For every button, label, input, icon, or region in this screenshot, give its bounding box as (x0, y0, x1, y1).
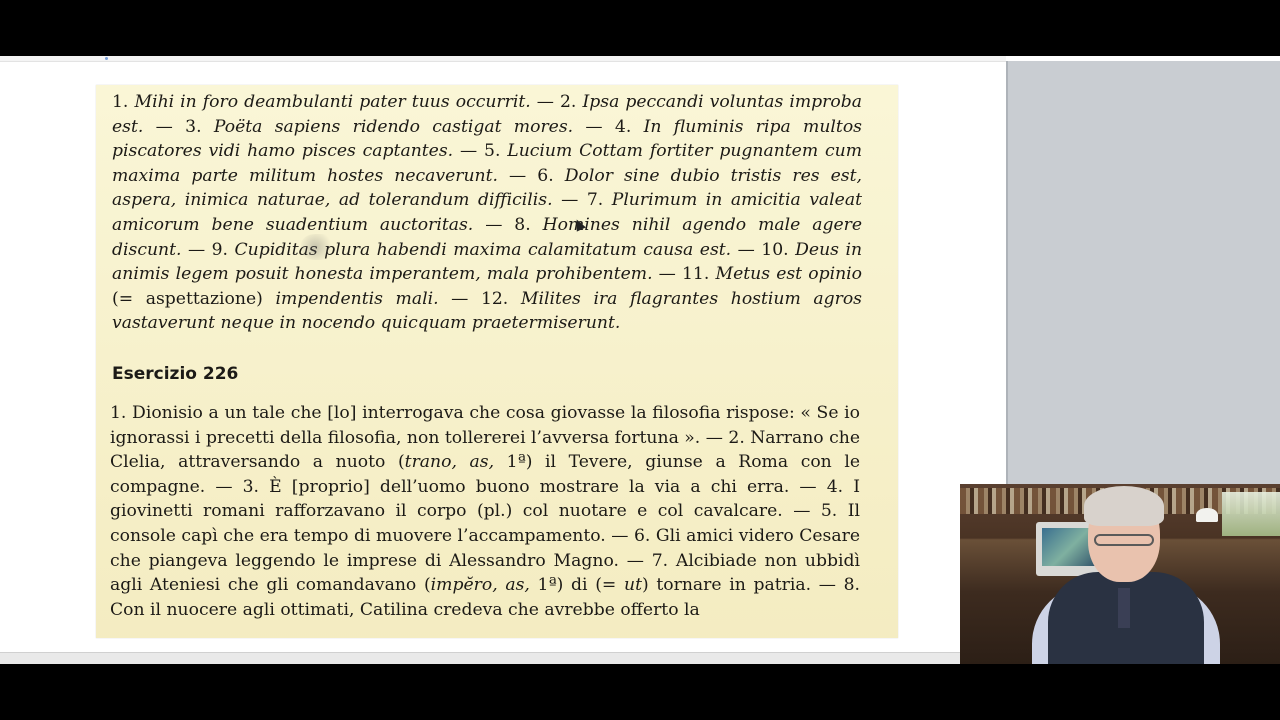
text-run: Poëta sapiens ridendo castigat mores. (213, 116, 574, 137)
text-run: — 6. (498, 165, 565, 186)
text-run: In fluminis ripa multos piscatores vidi hamo pisces captantes. (112, 116, 863, 162)
text-run: Plurimum in amicitia valeat amicorum bene suadentium auctoritas. (112, 190, 862, 235)
webcam-person-hair (1084, 486, 1164, 526)
text-run: 1. (112, 92, 135, 112)
text-run: Cupiditas plura habendi maxima calamitatum causa est. (234, 239, 732, 260)
text-run: Mihi in foro deambulanti pater tuus occurrit. (134, 92, 531, 112)
text-run: — 2. (530, 92, 583, 112)
text-run: Homines nihil agendo male agere discunt. (112, 214, 863, 260)
text-run: — 12. (438, 288, 521, 309)
text-run: impendentis mali. (275, 288, 439, 309)
text-run: Milites ira flagrantes hostium agros vastaverunt neque in nocendo quicquam praetermiserunt. (112, 288, 862, 334)
text-run: Ipsa peccandi voluntas improba est. (112, 92, 862, 137)
ruler-marker[interactable] (105, 57, 108, 60)
text-run: ut (624, 575, 642, 596)
pencil-mark (301, 234, 337, 260)
latin-exercise-text (112, 90, 862, 336)
text-run: Deus in animis legem posuit honesta imperantem, mala prohibentem. (112, 239, 863, 285)
text-run: — 10. (731, 239, 796, 260)
text-run: — 4. (573, 116, 644, 137)
text-run: impĕro, as, (430, 575, 530, 596)
text-run: Metus est opinio (715, 264, 862, 285)
text-run: — 7. (552, 190, 612, 211)
text-run: Lucium Cottam fortiter pugnantem cum maxima parte militum hostes necaverunt. (112, 141, 862, 186)
text-run: Dolor sine dubio tristis res est, aspera, inimica naturae, ad tolerandum difficilis. (112, 165, 862, 211)
scanned-page (96, 85, 898, 638)
horizontal-scrollbar[interactable] (0, 652, 960, 664)
text-run: (= aspettazione) (112, 288, 276, 309)
webcam-person-tie (1118, 588, 1130, 628)
text-run: ) tornare in patria. — 8. Con il nuocere agli ottimati, Catilina credeva che avrebbe offerto la (110, 575, 860, 620)
webcam-overlay (960, 484, 1280, 664)
webcam-person-glasses (1094, 534, 1154, 546)
text-run: — 9. (181, 239, 235, 260)
text-run: — 5. (453, 141, 508, 162)
text-run: 1ª) di (= (529, 575, 624, 596)
text-run: trano, as, (404, 452, 495, 473)
text-run: 1ª) il Tevere, giunse a Roma con le compagne. — 3. È [proprio] dell’uomo buono mostrare la via a chi erra. — 4. I giovinetti romani rafforzavano il corpo (pl.) col nuotare e col cavalcare. — 5. Il console capì che era tempo di muovere l’accampamento. — 6. Gli amici videro Cesare che piangeva leggendo le imprese di Alessandro Magno. — 7. Alcibiade non ubbidì agli Ateniesi che gli comandavano ( (110, 452, 860, 596)
exercise-heading: Esercizio 226 (112, 364, 239, 384)
webcam-window (1222, 492, 1280, 536)
document-ruler[interactable] (0, 56, 1006, 62)
text-run: — 8. (473, 214, 543, 235)
text-run: 1. Dionisio a un tale che [lo] interrogava che cosa giovasse la filosofia rispose: « Se io ignorassi i precetti della filosofia, non tollererei l’avversa fortuna ». — 2. Narrano che Clelia, attraversando a nuoto ( (110, 403, 860, 473)
italian-exercise-text (110, 401, 860, 622)
text-run: — 3. (143, 116, 214, 137)
webcam-lamp (1196, 508, 1218, 522)
text-run: — 11. (652, 264, 716, 285)
